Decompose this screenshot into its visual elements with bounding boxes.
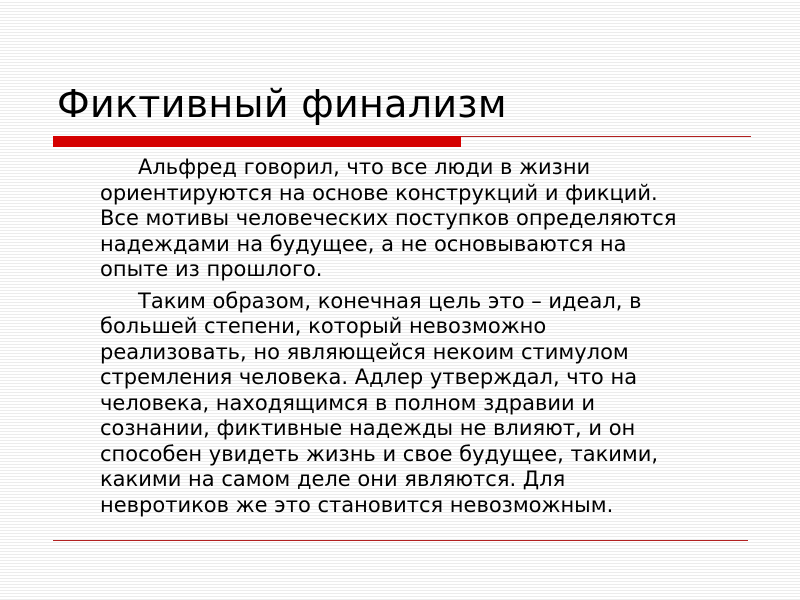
bottom-divider-line — [53, 540, 748, 541]
text-line: способен увидеть жизнь и свое будущее, такими, — [100, 441, 659, 466]
title-accent-bar — [53, 136, 461, 147]
text-line: ориентируются на основе конструкций и фикций. — [100, 180, 658, 205]
text-line: Альфред говорил, что все люди в жизни — [138, 155, 591, 179]
text-line: человека, находящимся в полном здравии и — [100, 390, 595, 415]
text-line: невротиков же это становится невозможным. — [100, 492, 614, 517]
text-line: реализовать, но являющейся некоим стимулом — [100, 339, 629, 364]
slide-title: Фиктивный финализм — [57, 82, 507, 126]
paragraph-2 — [100, 289, 760, 519]
text-line: большей степени, который невозможно — [100, 314, 547, 338]
text-line: Таким образом, конечная цель это – идеал, в — [138, 288, 642, 313]
text-line: надеждами на будущее, а не основываются на — [100, 231, 627, 256]
slide-body — [100, 155, 760, 524]
text-line: какими на самом деле они являются. Для — [100, 467, 566, 491]
text-line: опыте из прошлого. — [100, 257, 323, 281]
title-divider-line — [461, 136, 751, 137]
paragraph-1 — [100, 155, 760, 283]
text-line: Все мотивы человеческих поступков определяются — [100, 206, 677, 230]
text-line: стремления человека. Адлер утверждал, что на — [100, 365, 638, 389]
text-line: сознании, фиктивные надежды не влияют, и он — [100, 416, 636, 440]
